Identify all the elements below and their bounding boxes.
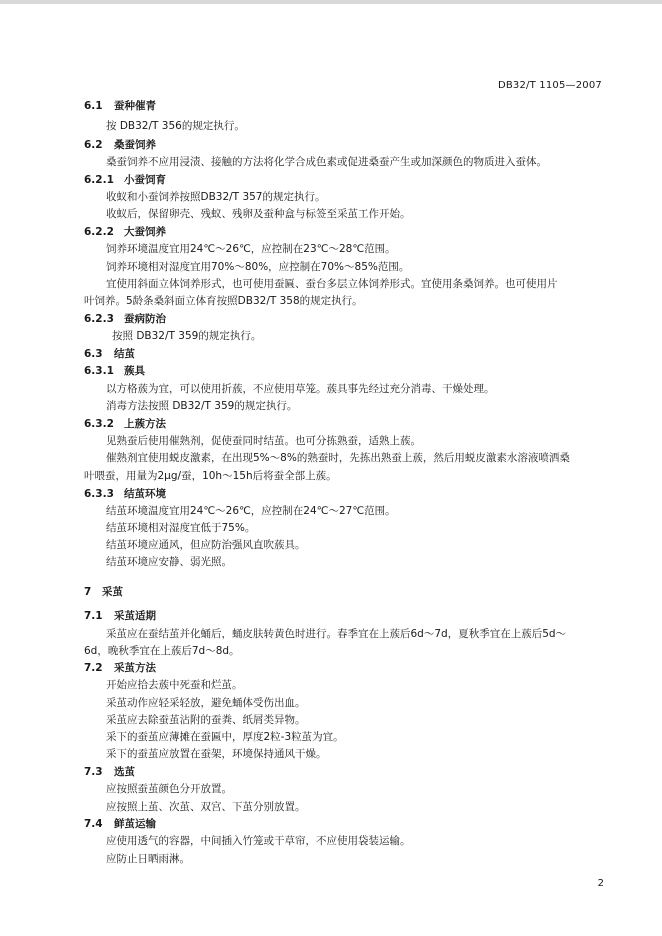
paragraph: 采茧动作应轻采轻放，避免蛹体受伤出血。 [106,697,306,709]
section-heading-6-2-3 [84,313,166,326]
section-heading-7-2 [84,662,156,675]
section-number: 7.2 [84,662,103,674]
section-number: 7.3 [84,766,103,778]
paragraph: 采下的蚕茧应放置在蚕架，环境保持通风干燥。 [106,748,327,760]
section-number: 7.4 [84,818,103,830]
paragraph: 应防止日晒雨淋。 [106,853,190,865]
section-heading-6-3-1 [84,365,145,378]
section-title: 采茧方法 [114,662,156,674]
paragraph: 采茧应在蚕结茧并化蛹后，蛹皮肤转黄色时进行。春季宜在上蔟后6d～7d，夏秋季宜在上蔟后5d～ [106,628,567,640]
paragraph: 宜使用斜面立体饲养形式，也可使用蚕匾、蚕台多层立体饲养形式。宜使用条桑饲养。也可使用片 [106,278,558,290]
section-heading-6-2-2 [84,226,166,239]
section-number: 7 [84,586,92,598]
paragraph: 以方格蔟为宜，可以使用折蔟，不应使用草笼。蔟具事先经过充分消毒、干燥处理。 [106,383,495,395]
page-number: 2 [597,878,604,889]
section-title: 小蚕饲育 [124,174,166,186]
paragraph: 收蚁后，保留卵壳、残蚁、残卵及蚕种盒与标签至采茧工作开始。 [106,208,411,220]
section-heading-6-3 [84,348,135,361]
paragraph: 按照 DB32/T 359的规定执行。 [112,330,262,342]
section-heading-6-3-3 [84,488,166,501]
document-code: DB32/T 1105—2007 [497,80,602,91]
paragraph: 采茧应去除蚕茧沾附的蚕粪、纸屑类异物。 [106,714,306,726]
paragraph: 消毒方法按照 DB32/T 359的规定执行。 [106,400,298,412]
paragraph: 结茧环境应通风，但应防治强风直吹蔟具。 [106,539,306,551]
paragraph: 结茧环境应安静、弱光照。 [106,556,232,568]
paragraph: 收蚁和小蚕饲养按照DB32/T 357的规定执行。 [106,191,326,203]
section-heading-7 [84,586,123,599]
paragraph: 结茧环境相对湿度宜低于75%。 [106,522,256,534]
section-title: 大蚕饲养 [124,226,166,238]
paragraph: 应使用透气的容器，中间插入竹笼或干草帘，不应使用袋装运输。 [106,835,411,847]
paragraph-continuation: 叶饲养。5龄条桑斜面立体育按照DB32/T 358的规定执行。 [84,295,363,307]
section-number: 6.3.3 [84,488,114,500]
paragraph: 按 DB32/T 356的规定执行。 [106,120,245,132]
section-title: 采茧 [102,586,123,598]
paragraph: 结茧环境温度宜用24℃～26℃，应控制在24℃～27℃范围。 [106,505,396,517]
section-number: 7.1 [84,610,103,622]
paragraph: 见熟蚕后使用催熟剂，促使蚕同时结茧。也可分拣熟蚕，适熟上蔟。 [106,435,421,447]
section-title: 采茧适期 [114,610,156,622]
section-title: 蚕种催青 [114,100,156,112]
paragraph: 桑蚕饲养不应用浸渍、接触的方法将化学合成色素或促进桑蚕产生或加深颜色的物质进入蚕体。 [106,156,547,168]
section-heading-6-2-1 [84,174,166,187]
section-number: 6.2.1 [84,174,114,186]
section-heading-7-1 [84,610,156,623]
section-heading-6-2 [84,139,156,152]
section-title: 鲜茧运输 [114,818,156,830]
scan-edge [0,0,662,4]
section-number: 6.3.2 [84,418,114,430]
section-number: 6.2.3 [84,313,114,325]
section-title: 蚕病防治 [124,313,166,325]
section-heading-7-4 [84,818,156,831]
section-title: 上蔟方法 [124,418,166,430]
section-number: 6.3.1 [84,365,114,377]
section-title: 蔟具 [124,365,145,377]
section-title: 结茧环境 [124,488,166,500]
paragraph: 应按照蚕茧颜色分开放置。 [106,783,232,795]
section-title: 结茧 [114,348,135,360]
section-heading-7-3 [84,766,135,779]
paragraph: 采下的蚕茧应薄摊在蚕匾中，厚度2粒-3粒茧为宜。 [106,731,344,743]
paragraph-continuation: 6d，晚秋季宜在上蔟后7d～8d。 [84,645,240,657]
section-title: 桑蚕饲养 [114,139,156,151]
paragraph: 开始应拾去蔟中死蚕和烂茧。 [106,679,243,691]
paragraph: 饲养环境温度宜用24℃～26℃，应控制在23℃～28℃范围。 [106,243,396,255]
paragraph: 应按照上茧、次茧、双宫、下茧分别放置。 [106,801,306,813]
section-heading-6-1 [84,100,156,113]
paragraph-continuation: 叶喂蚕，用量为2μg/蚕，10h～15h后将蚕全部上蔟。 [84,470,337,482]
section-number: 6.3 [84,348,103,360]
section-number: 6.2.2 [84,226,114,238]
paragraph: 催熟剂宜使用蜕皮激素，在出现5%～8%的熟蚕时，先拣出熟蚕上蔟，然后用蜕皮激素水溶液喷洒桑 [106,452,570,464]
section-number: 6.2 [84,139,103,151]
section-heading-6-3-2 [84,418,166,431]
paragraph: 饲养环境相对湿度宜用70%～80%，应控制在70%～85%范围。 [106,261,410,273]
section-title: 选茧 [114,766,135,778]
section-number: 6.1 [84,100,103,112]
